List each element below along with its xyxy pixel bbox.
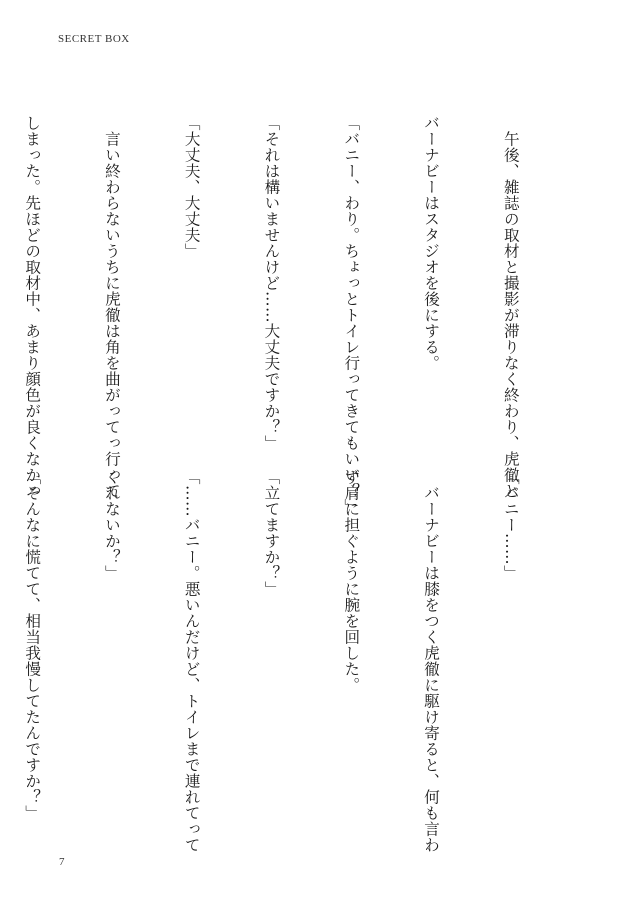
text-line: 「それは構いませんけど……大丈夫ですか？」 — [262, 115, 281, 451]
text-line: 「バニー……」 — [501, 469, 520, 581]
running-title: SECRET BOX — [58, 33, 130, 45]
text-line: 「バニー、わり。ちょっとトイレ行ってきてもいい？」 — [342, 115, 361, 515]
text-line: バーナビーは膝をつく虎徹に駆け寄ると、何も言わ — [422, 469, 441, 853]
text-line: バーナビーはスタジオを後にする。 — [422, 115, 441, 371]
text-line: 「そんなに慌てて、相当我慢してたんですか？」 — [23, 469, 42, 821]
text-line: 「立てますか？」 — [262, 469, 281, 597]
text-line: 午後、雑誌の取材と撮影が滞りなく終わり、虎徹と — [501, 115, 520, 499]
text-line: 言い終わらないうちに虎徹は角を曲がってっ行って — [102, 115, 121, 499]
text-block-top — [0, 115, 577, 515]
text-line: しまった。先ほどの取材中、あまり顔色が良くなかっ — [23, 115, 42, 499]
text-block-bottom — [0, 469, 577, 853]
text-line: くれないか？」 — [102, 469, 121, 581]
text-line: ず肩に担ぐように腕を回した。 — [342, 469, 361, 693]
text-line: 「……バニー。悪いんだけど、トイレまで連れてって — [182, 469, 201, 853]
text-line: 「大丈夫、大丈夫」 — [182, 115, 201, 259]
page-number: 7 — [59, 856, 65, 868]
